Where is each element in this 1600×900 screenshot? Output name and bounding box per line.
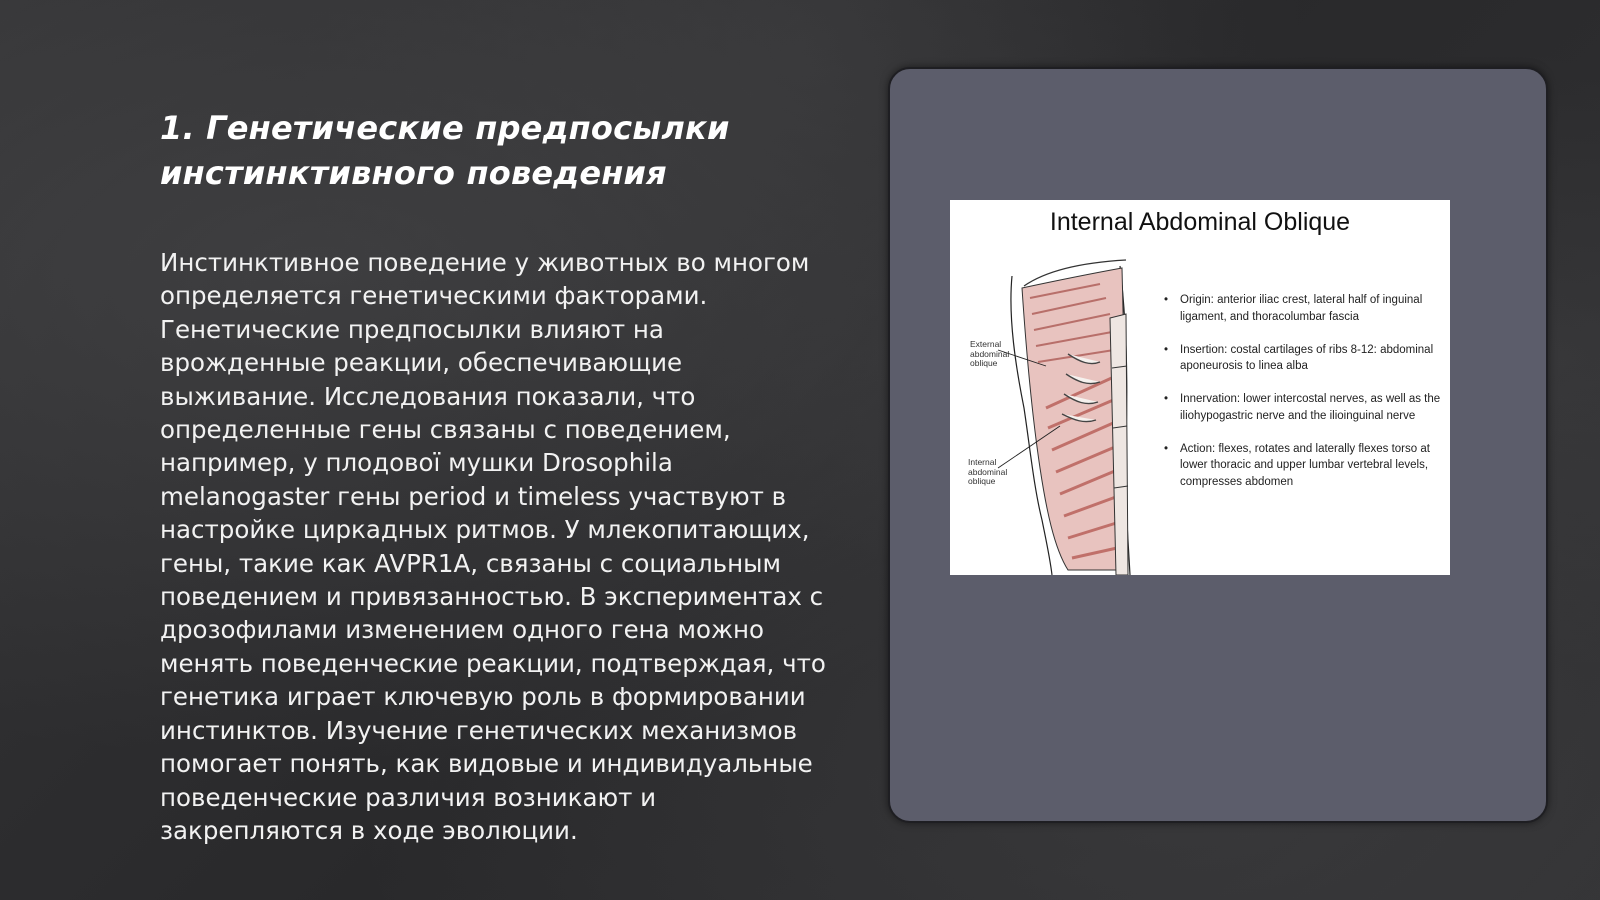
bullet-innervation [1162, 391, 1450, 424]
bullet-text: Origin: anterior iliac crest, lateral half of inguinal ligament, and thoracolumbar fascia [1180, 294, 1423, 323]
slide-title: 1. Генетические предпосылки инстинктивного поведения [160, 109, 730, 192]
embedded-slide-image [950, 200, 1450, 575]
bullet-text: Action: flexes, rotates and laterally flexes torso at lower thoracic and upper lumbar vertebral levels, compresses abdomen [1180, 442, 1430, 488]
bullet-insertion [1162, 342, 1450, 375]
bullet-text: Insertion: costal cartilages of ribs 8-12: abdominal aponeurosis to linea alba [1180, 343, 1434, 372]
bullet-action [1162, 441, 1450, 491]
embedded-slide-bullets [1162, 292, 1450, 507]
abdominal-muscle-illustration [950, 258, 1150, 575]
label-external-abdominal-oblique: External abdominal oblique [970, 339, 1010, 368]
bullet-dot: • [1164, 294, 1169, 306]
bullet-dot: • [1164, 442, 1169, 455]
bullet-dot: • [1164, 393, 1169, 405]
embedded-slide-title: Internal Abdominal Oblique [1049, 208, 1351, 236]
slide-body-text: Инстинктивное поведение у животных во многом определяется генетическими факторами. Генетические предпосылки влияют на врожденные реакции, обеспечивающие выживание. Исследования показали, что определенные гены связаны с поведением, например, у плодової мушки Drosophila melanogaster гены period и timeless участвуют в настройке циркадных ритмов. У млекопитающих, гены, такие как AVPR1A, связаны с социальным поведением и привязанностью. В экспериментах с дрозофилами изменением одного гена можно менять поведенческие реакции, подтверждая, что генетика играет ключевую роль в формировании инстинктов. Изучение генетических механизмов помогает понять, как видовые и индивидуальные поведенческие различия возникают и закрепляются в ходе эволюции. [160, 248, 826, 845]
label-internal-abdominal-oblique: Internal abdominal oblique [968, 457, 1008, 486]
bullet-dot: • [1164, 343, 1169, 356]
bullet-origin [1162, 292, 1450, 325]
bullet-text: Innervation: lower intercostal nerves, as well as the iliohypogastric nerve and the ilioinguinal nerve [1180, 393, 1441, 422]
